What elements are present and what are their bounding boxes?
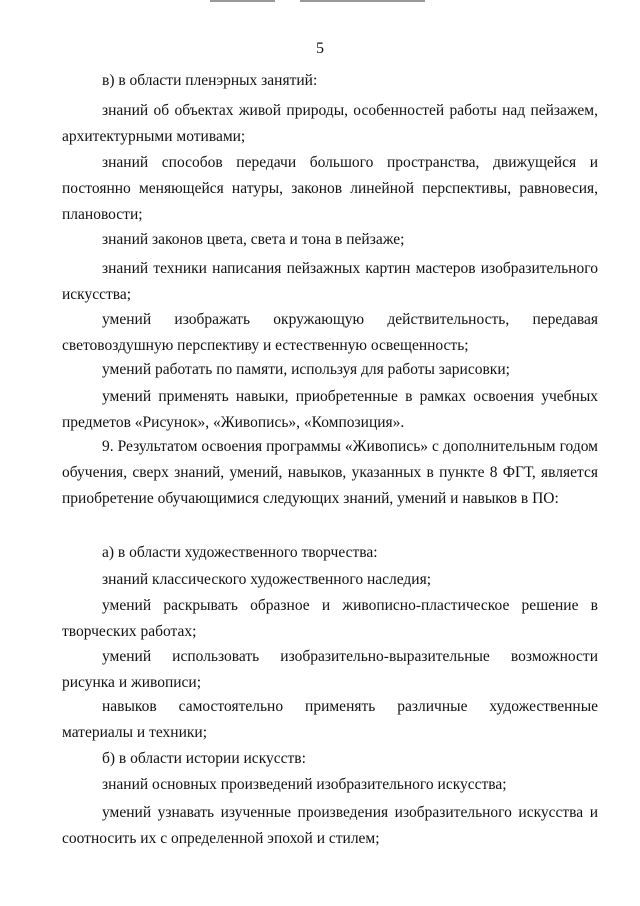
paragraph: умений применять навыки, приобретенные в рамках освоения учебных предметов «Рисунок», «Живопись», «Композиция».	[62, 388, 598, 431]
paragraph: 9. Результатом освоения программы «Живопись» с дополнительным годом обучения, сверх знаний, умений, навыков, указанных в пункте 8 ФГТ, является приобретение обучающимися следующих знаний, умений и навыков в ПО:	[62, 438, 598, 507]
paragraph: умений использовать изобразительно-выразительные возможности рисунка и живописи;	[62, 648, 598, 691]
paragraph: умений изображать окружающую действительность, передавая световоздушную перспективу и естественную освещенность;	[62, 311, 598, 354]
paragraph: знаний основных произведений изобразительного искусства;	[102, 776, 507, 793]
paragraph: умений работать по памяти, используя для работы зарисовки;	[102, 361, 510, 378]
paragraph: в) в области пленэрных занятий:	[102, 72, 318, 89]
paragraph: б) в области истории искусств:	[102, 750, 306, 767]
paragraph: знаний об объектах живой природы, особенностей работы над пейзажем, архитектурными мотивами;	[62, 102, 598, 145]
paragraph: навыков самостоятельно применять различные художественные материалы и техники;	[62, 698, 598, 741]
paragraph: умений узнавать изученные произведения изобразительного искусства и соотносить их с определенной эпохой и стилем;	[62, 804, 598, 847]
paragraph: знаний способов передачи большого пространства, движущейся и постоянно меняющейся натуры, законов линейной перспективы, равновесия, плановости;	[62, 154, 598, 223]
top-scan-mark	[210, 0, 275, 2]
paragraph: а) в области художественного творчества:	[102, 544, 378, 561]
top-scan-mark	[300, 0, 425, 2]
paragraph: знаний классического художественного наследия;	[102, 571, 432, 588]
paragraph: умений раскрывать образное и живописно-пластическое решение в творческих работах;	[62, 597, 598, 640]
paragraph: знаний законов цвета, света и тона в пейзаже;	[102, 231, 405, 248]
page-number: 5	[316, 40, 324, 57]
paragraph: знаний техники написания пейзажных картин мастеров изобразительного искусства;	[62, 260, 598, 303]
